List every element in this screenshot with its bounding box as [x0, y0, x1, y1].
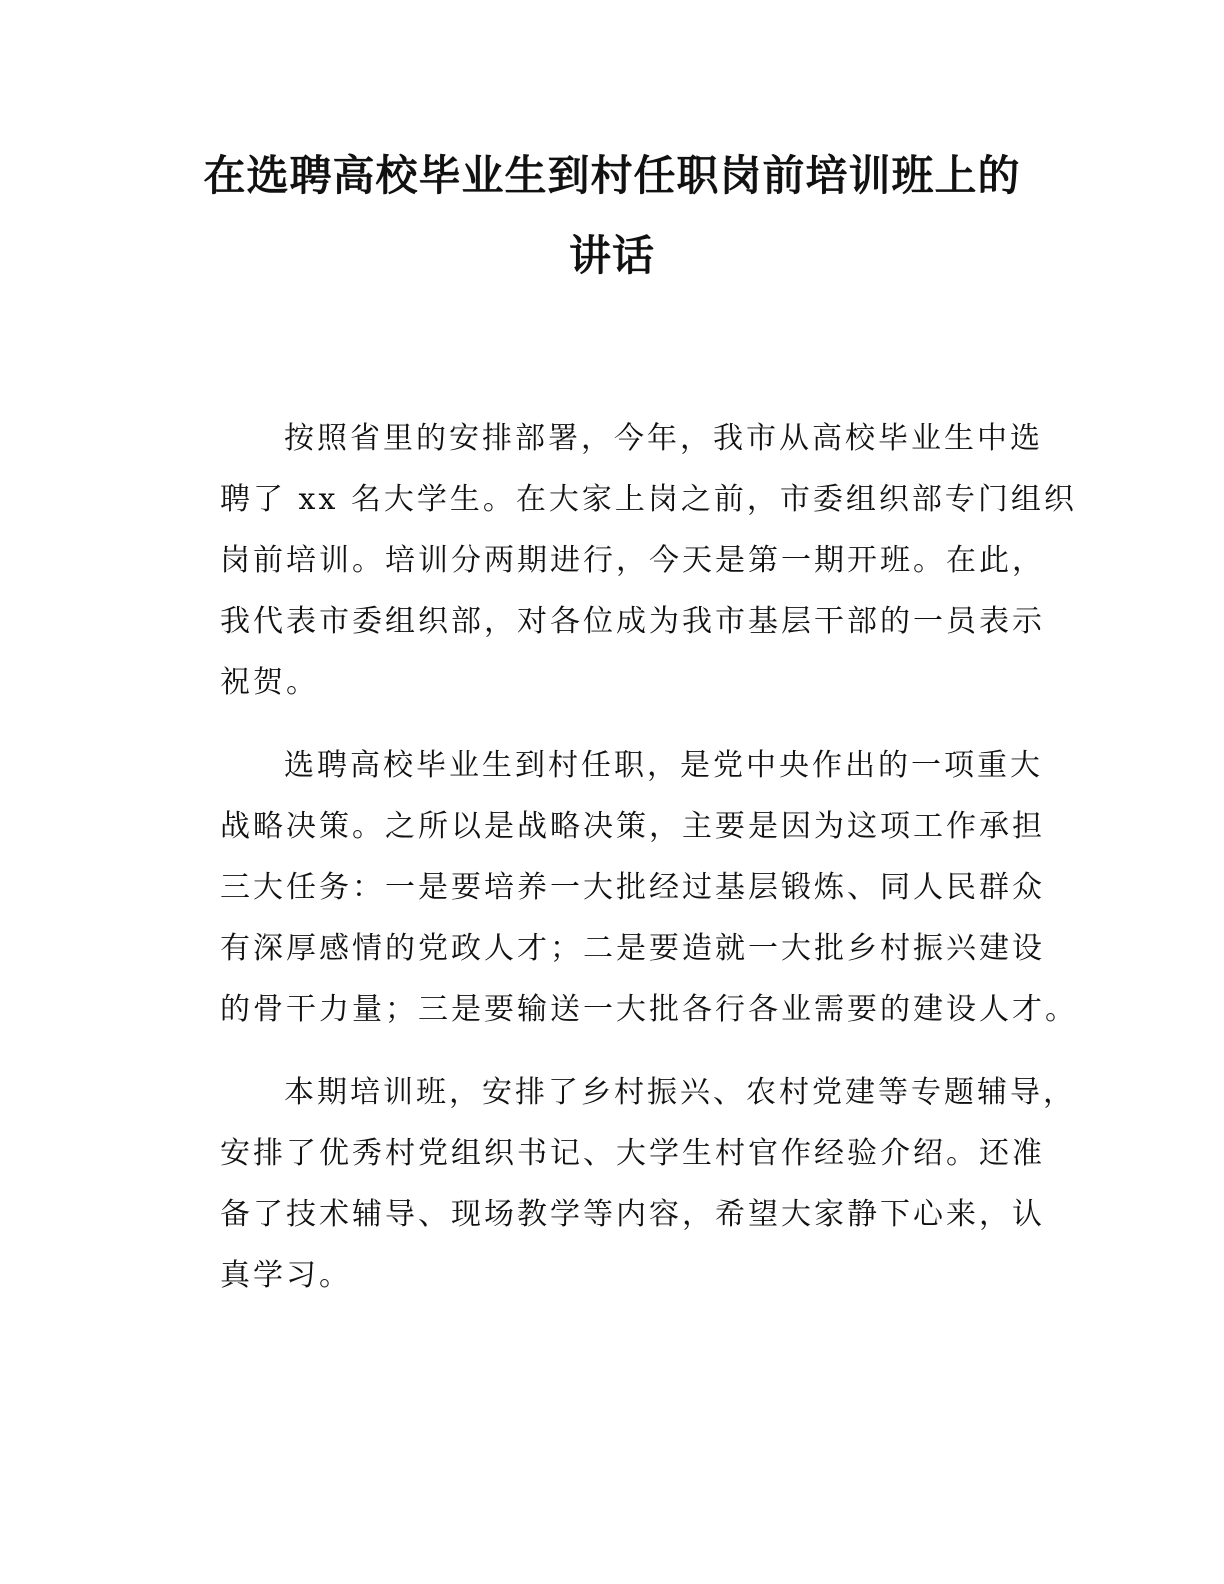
- paragraph-1: [220, 408, 1077, 713]
- paragraph-line: 安排了优秀村党组织书记、大学生村官作经验介绍。还准: [220, 1136, 1045, 1171]
- paragraph-line: 真学习。: [220, 1258, 352, 1293]
- paragraph-line: 有深厚感情的党政人才；二是要造就一大批乡村振兴建设: [220, 931, 1045, 966]
- title-line-1: 在选聘高校毕业生到村任职岗前培训班上的: [203, 151, 1021, 200]
- document-body: [220, 408, 1078, 1328]
- paragraph-3: [220, 1062, 1076, 1306]
- paragraph-line: 我代表市委组织部，对各位成为我市基层干部的一员表示: [220, 604, 1045, 639]
- paragraph-line: 战略决策。之所以是战略决策，主要是因为这项工作承担: [220, 809, 1045, 844]
- paragraph-line: 岗前培训。培训分两期进行，今天是第一期开班。在此，: [220, 543, 1045, 578]
- paragraph-line: 选聘高校毕业生到村任职，是党中央作出的一项重大: [284, 748, 1043, 783]
- paragraph-2: [220, 735, 1078, 1040]
- paragraph-line: 备了技术辅导、现场教学等内容，希望大家静下心来，认: [220, 1197, 1045, 1232]
- paragraph-line: 三大任务：一是要培养一大批经过基层锻炼、同人民群众: [220, 870, 1045, 905]
- paragraph-line: 按照省里的安排部署，今年，我市从高校毕业生中选: [284, 421, 1043, 456]
- paragraph-line: 的骨干力量；三是要输送一大批各行各业需要的建设人才。: [220, 992, 1078, 1027]
- title-line-2: 讲话: [568, 231, 655, 280]
- paragraph-line: 祝贺。: [220, 665, 319, 700]
- document-title: [185, 136, 1039, 296]
- paragraph-line: 本期培训班，安排了乡村振兴、农村党建等专题辅导，: [284, 1075, 1076, 1110]
- paragraph-line: 聘了 xx 名大学生。在大家上岗之前，市委组织部专门组织: [220, 482, 1077, 517]
